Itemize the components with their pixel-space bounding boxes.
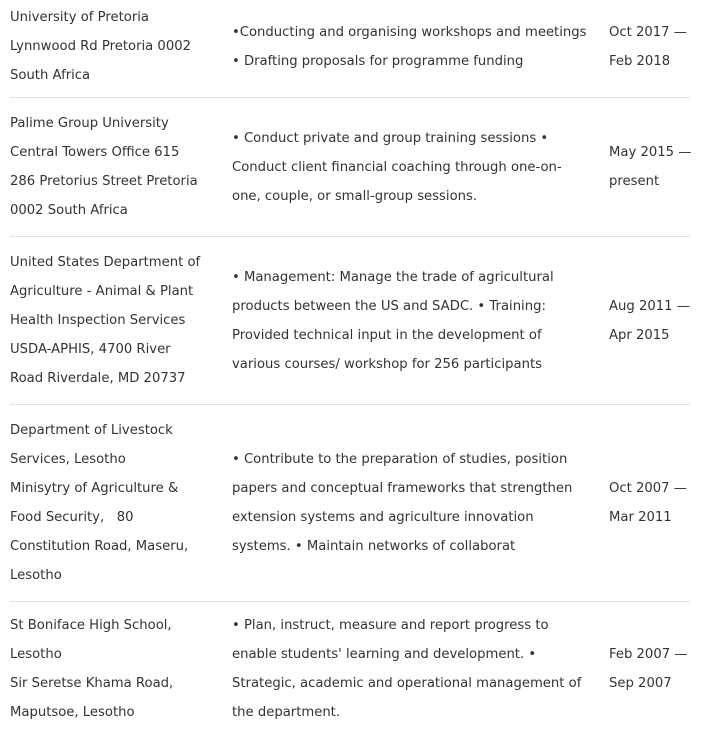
desc-line: Provided technical input in the development of: [232, 327, 542, 343]
date-line: Oct 2017 —: [609, 25, 687, 40]
desc-line: • Contribute to the preparation of studies, position: [232, 452, 568, 467]
org-line: University of Pretoria: [10, 10, 149, 25]
employment-dates: [609, 138, 690, 196]
desc-line: extension systems and agriculture innovation: [232, 510, 534, 525]
org-line: 286 Pretorius Street Pretoria: [10, 174, 198, 189]
employment-dates: [609, 640, 690, 698]
org-line: Central Towers Office 615: [10, 145, 180, 160]
desc-line: Strategic, academic and operational management of: [232, 676, 582, 691]
desc-line: • Drafting proposals for programme funding: [232, 54, 524, 69]
date-line: Feb 2007 —: [609, 647, 688, 662]
job-description: [232, 263, 609, 379]
org-line: Food Security, 80: [10, 510, 134, 525]
org-line: Lesotho: [10, 568, 62, 583]
organization-address: [10, 611, 232, 727]
experience-row-usda: [10, 237, 690, 405]
employment-dates: [609, 292, 690, 350]
org-line: Department of Livestock: [10, 423, 173, 438]
org-line: United States Department of: [10, 255, 201, 270]
desc-line: enable students' learning and development. •: [232, 647, 537, 662]
organization-address: [10, 248, 232, 393]
date-line: present: [609, 174, 660, 189]
experience-table: [10, 0, 690, 736]
desc-line: • Management: Manage the trade of agricultural: [232, 269, 554, 285]
desc-line: • Plan, instruct, measure and report progress to: [232, 618, 549, 633]
org-line: Services, Lesotho: [10, 452, 126, 467]
date-line: Aug 2011 —: [609, 298, 690, 314]
desc-line: products between the US and SADC. • Training:: [232, 298, 546, 314]
org-line: Minisytry of Agriculture &: [10, 481, 179, 496]
org-line: Health Inspection Services: [10, 313, 186, 328]
org-line: Road Riverdale, MD 20737: [10, 371, 186, 386]
desc-line: various courses/ workshop for 256 participants: [232, 356, 542, 372]
organization-address: [10, 416, 232, 590]
experience-row-palime-group: [10, 98, 690, 237]
desc-line: papers and conceptual frameworks that strengthen: [232, 481, 573, 496]
date-line: May 2015 —: [609, 145, 692, 160]
job-description: [232, 124, 609, 211]
org-line: USDA-APHIS, 4700 River: [10, 342, 171, 357]
employment-dates: [609, 474, 690, 532]
date-line: Mar 2011: [609, 510, 672, 525]
experience-row-st-boniface: [10, 602, 690, 736]
desc-line: •Conducting and organising workshops and meetings: [232, 25, 587, 40]
organization-address: [10, 109, 232, 225]
employment-dates: [609, 1, 690, 76]
desc-line: systems. • Maintain networks of collaborat: [232, 539, 516, 554]
org-line: Lynnwood Rd Pretoria 0002: [10, 39, 191, 54]
desc-line: one, couple, or small-group sessions.: [232, 188, 478, 204]
desc-line: the department.: [232, 705, 341, 720]
job-description: [232, 611, 609, 727]
org-line: St Boniface High School,: [10, 618, 172, 633]
org-line: Agriculture - Animal & Plant: [10, 284, 194, 299]
experience-row-university-of-pretoria: [10, 1, 690, 98]
date-line: Sep 2007: [609, 676, 672, 691]
org-line: 0002 South Africa: [10, 203, 128, 218]
organization-address: [10, 1, 232, 90]
org-line: South Africa: [10, 68, 91, 83]
date-line: Apr 2015: [609, 327, 670, 343]
org-line: Sir Seretse Khama Road,: [10, 676, 174, 691]
org-line: Maputsoe, Lesotho: [10, 705, 135, 720]
experience-row-livestock-services: [10, 405, 690, 602]
org-line: Lesotho: [10, 647, 62, 662]
job-description: [232, 1, 609, 76]
org-line: Palime Group University: [10, 116, 169, 131]
date-line: Oct 2007 —: [609, 481, 687, 496]
org-line: Constitution Road, Maseru,: [10, 539, 189, 554]
date-line: Feb 2018: [609, 54, 671, 69]
desc-line: Conduct client financial coaching through one-on-: [232, 159, 562, 175]
job-description: [232, 445, 609, 561]
desc-line: • Conduct private and group training sessions •: [232, 130, 549, 146]
